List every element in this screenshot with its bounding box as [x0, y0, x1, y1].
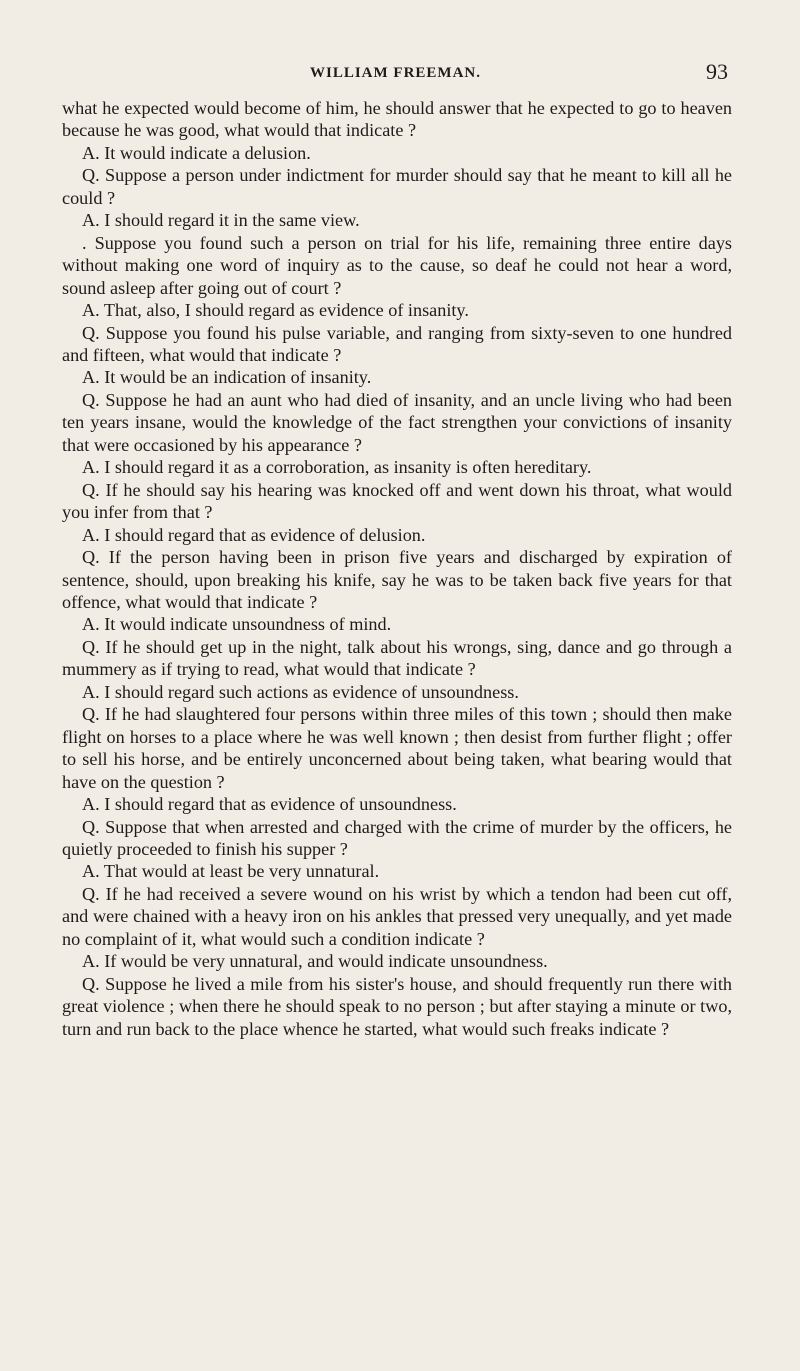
- page-header: [0, 59, 800, 89]
- paragraph: A. I should regard it as a corroboration, as insanity is often hereditary.: [82, 457, 592, 478]
- running-head: WILLIAM FREEMAN.: [310, 65, 482, 81]
- paragraph: A. If would be very unnatural, and would indicate unsoundness.: [82, 951, 548, 972]
- paragraph: A. I should regard that as evidence of delusion.: [82, 524, 426, 545]
- paragraph: A. It would indicate unsoundness of mind.: [82, 614, 392, 635]
- paragraph: Q. Suppose that when arrested and charged with the crime of murder by the officers, he quietly proceeded to finish his supper ?: [62, 816, 732, 859]
- paragraph: A. That would at least be very unnatural.: [82, 861, 380, 882]
- paragraph: Q. If he should say his hearing was knocked off and went down his throat, what would you infer from that ?: [62, 479, 732, 523]
- paragraph: Q. If he should get up in the night, talk about his wrongs, sing, dance and go through a mummery as if trying to read, what would that indicate ?: [62, 636, 732, 680]
- paragraph: Q. Suppose he had an aunt who had died of insanity, and an uncle living who had been ten years insane, would the knowledge of the fact strengthen your convictions of insanity that were occasioned by his appearance ?: [62, 389, 732, 455]
- paragraph: A. I should regard such actions as evidence of unsoundness.: [82, 681, 519, 702]
- paragraph: Q. Suppose a person under indictment for murder should say that he meant to kill all he could ?: [62, 165, 732, 208]
- paragraph: . Suppose you found such a person on trial for his life, remaining three entire days without making one word of inquiry as to the cause, so deaf he could not hear a word, sound asleep after going out of court ?: [62, 232, 732, 298]
- paragraph: Q. If he had slaughtered four persons within three miles of this town ; should then make flight on horses to a place where he was well known ; then desist from further flight ; offer to sell his horse, and be entirely unconcerned about being taken, what bearing would that have on the question ?: [62, 704, 732, 792]
- paragraph: Q. Suppose he lived a mile from his sister's house, and should frequently run there with great violence ; when there he should speak to no person ; but after staying a minute or two, turn and run back to the place whence he started, what would such freaks indicate ?: [62, 973, 732, 1039]
- paragraph: what he expected would become of him, he should answer that he expected to go to heaven because he was good, what would that indicate ?: [62, 98, 732, 141]
- paragraph: Q. If the person having been in prison five years and discharged by expiration of sentence, should, upon breaking his knife, say he was to be taken back five years for that offence, what would that indicate ?: [62, 547, 732, 612]
- paragraph: A. It would indicate a delusion.: [82, 142, 311, 163]
- paragraph: A. That, also, I should regard as evidence of insanity.: [82, 300, 469, 321]
- body-text: [62, 97, 732, 1040]
- page-number: 93: [706, 59, 728, 84]
- paragraph: A. I should regard it in the same view.: [82, 210, 360, 231]
- paragraph: A. I should regard that as evidence of unsoundness.: [82, 794, 457, 815]
- paragraph: Q. If he had received a severe wound on his wrist by which a tendon had been cut off, and were chained with a heavy iron on his ankles that pressed very unequally, and yet made no complaint of it, what would such a condition indicate ?: [62, 883, 732, 949]
- paragraph: Q. Suppose you found his pulse variable, and ranging from sixty-seven to one hundred and fifteen, what would that indicate ?: [62, 322, 732, 365]
- paragraph: A. It would be an indication of insanity.: [82, 367, 372, 388]
